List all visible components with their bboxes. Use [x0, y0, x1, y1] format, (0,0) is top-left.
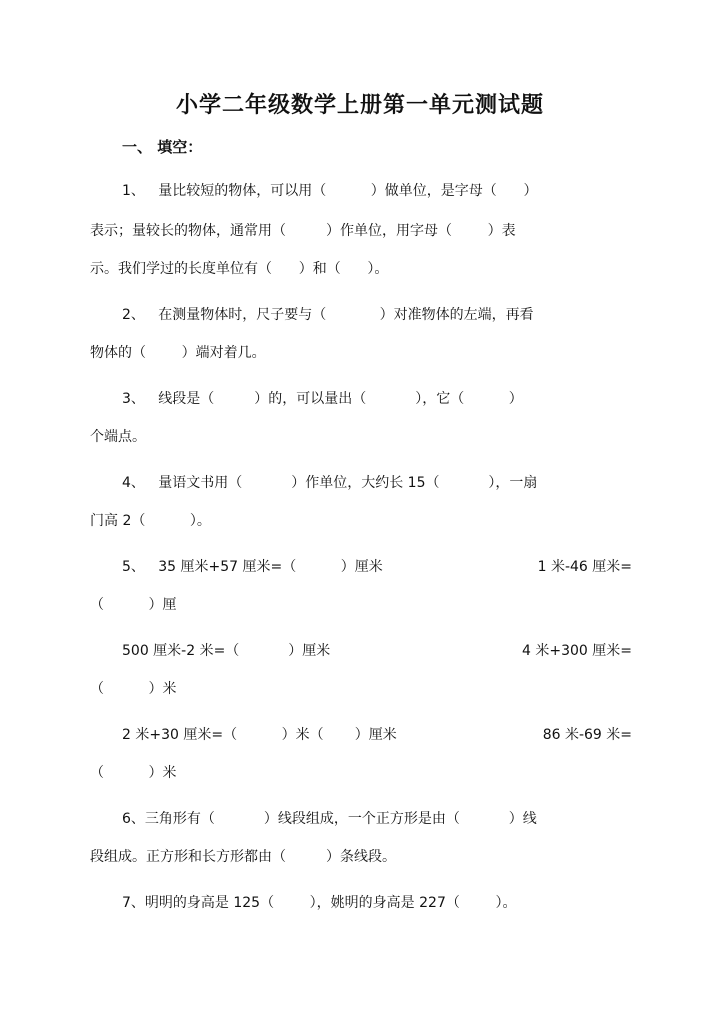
q5-row3-right: 86 米-69 米=: [542, 727, 632, 743]
q6-line-2: 段组成。正方形和长方形都由（ ）条线段。: [90, 849, 397, 865]
page-title: 小学二年级数学上册第一单元测试题: [175, 93, 544, 118]
q1-line-1: 1、 量比较短的物体，可以用（ ）做单位，是字母（ ）: [122, 183, 538, 199]
q1-line-2: 表示；量较长的物体，通常用（ ）作单位，用字母（ ）表: [90, 223, 516, 239]
q6-line-1: 6、三角形有（ ）线段组成，一个正方形是由（ ）线: [122, 811, 537, 827]
q5-row3-cont: （ ）米: [90, 765, 177, 781]
q4-line-1: 4、 量语文书用（ ）作单位，大约长 15（ ），一扇: [122, 475, 538, 491]
q2-line-2: 物体的（ ）端对着几。: [90, 345, 266, 361]
q5-row2-left: 500 厘米-2 米=（ ）厘米: [122, 643, 331, 659]
section-heading: 一、 填空：: [122, 138, 203, 156]
q3-line-1: 3、 线段是（ ）的，可以量出（ ），它（ ）: [122, 391, 523, 407]
q5-row3-left: 2 米+30 厘米=（ ）米（ ）厘米: [122, 727, 397, 743]
q4-line-2: 门高 2（ ）。: [90, 513, 211, 529]
q7-line-1: 7、明明的身高是 125（ ），姚明的身高是 227（ ）。: [122, 895, 517, 911]
q3-line-2: 个端点。: [90, 429, 146, 445]
q5-row1-left: 5、 35 厘米+57 厘米=（ ）厘米: [122, 559, 383, 575]
q5-row1-right: 1 米-46 厘米=: [537, 559, 632, 575]
q5-row2-cont: （ ）米: [90, 681, 177, 697]
q1-line-3: 示。我们学过的长度单位有（ ）和（ ）。: [90, 261, 389, 277]
q2-line-1: 2、 在测量物体时，尺子要与（ ）对准物体的左端，再看: [122, 307, 534, 323]
q5-row2-right: 4 米+300 厘米=: [522, 643, 632, 659]
q5-row1-cont: （ ）厘: [90, 597, 177, 613]
